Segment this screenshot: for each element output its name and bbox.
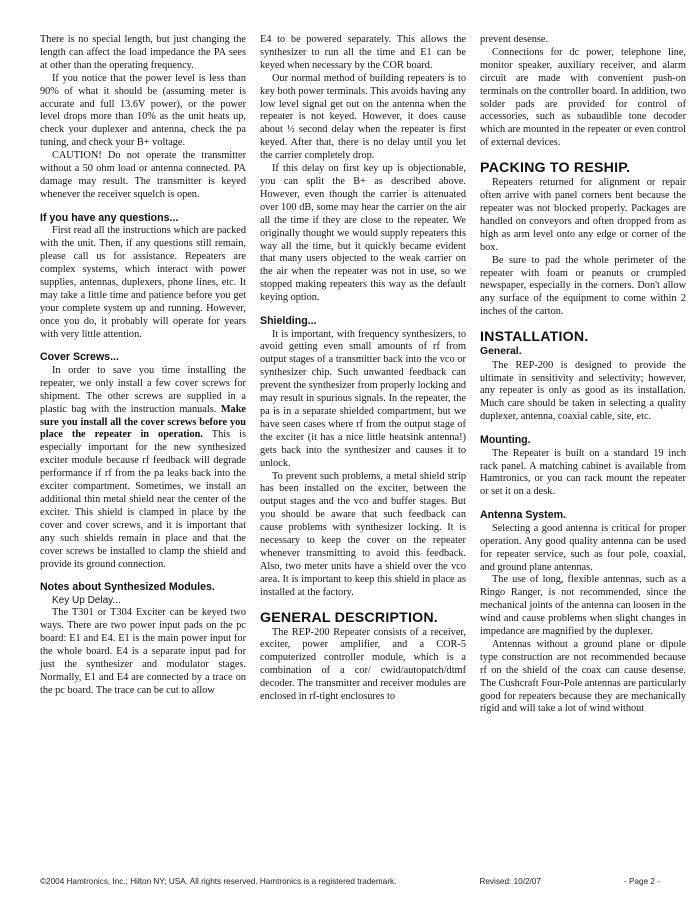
paragraph: The use of long, flexible antennas, such as a Ringo Ranger, is not recommended, since the mechanical joints of the antenna can loosen in the wind and cause problems when slight changes in impedance are magnified by the duplexer. — [480, 574, 686, 638]
paragraph: prevent desense. — [480, 34, 549, 45]
text-run: In order to save you time installing the repeater, we only install a few cover screws for shipment. The other screws are supplied in a plastic bag with the instruction manuals. — [40, 364, 246, 415]
heading-installation: INSTALLATION. — [480, 329, 589, 346]
paragraph: There is no special length, but just changing the length can affect the load impedance the PA sees at other than the operating frequency. — [40, 34, 246, 71]
column-3 — [480, 34, 686, 716]
text-run: This is especially important for the new synthesized exciter module because rf feedback will degrade performance if rf from the pa leaks back into the exciter compartment. Sometimes, we install an additional thin metal shield near the center of the exciter. This shield is clamped in place by the cover and cover screws, and it is important that any such shields remain in place and that the cover screws be installed to clamp the shield and provide its ground connection. — [40, 429, 246, 570]
paragraph: Connections for dc power, telephone line, monitor speaker, auxiliary receiver, and alarm circuit are made with convenient push-on terminals on the controller board. In addition, two solder pads are provided for control of accessories, such as subaudible tone decoder which are mounted in the repeater or even control of external devices. — [480, 46, 686, 149]
paragraph: Selecting a good antenna is critical for proper operation. Any good quality antenna can be used for repeater service, such as four pole, coaxial, and ground plane antennas. — [480, 522, 686, 573]
paragraph: The T301 or T304 Exciter can be keyed two ways. There are two power input pads on the pc board: E1 and E4. E1 is the main power input for the whole board. E4 is a separate input pad for just the synthesizer and modulator stages. Normally, E1 and E4 are connected by a trace on the pc board. The trace can be cut to allow — [40, 607, 246, 696]
paragraph: To prevent such problems, a metal shield strip has been installed on the exciter, between the output stages and the vco and buffer stages. But you should be aware that such feedback can cause problems with synthesizer locking. It is necessary to keep the cover on the repeater whenever transmitting to avoid this feedback. Also, two meter units have a shield over the vco area. It is important to keep this shield in place as installed at the factory. — [260, 470, 466, 598]
page-footer — [40, 877, 660, 891]
paragraph: E4 to be powered separately. This allows the synthesizer to run all the time and E1 can be keyed when necessary by the COR board. — [260, 34, 466, 71]
paragraph: If you notice that the power level is less than 90% of what it should be (assuming meter is accurate and full 13.6V power), or the power level drops more than 10% as the unit heats up, check your duplexer and antenna, check the pa tuning, and check your B+ voltage. — [40, 72, 246, 149]
subheading-key-up-delay: Key Up Delay... — [52, 594, 121, 606]
heading-shielding: Shielding... — [260, 315, 317, 328]
paragraph: It is important, with frequency synthesizers, to avoid getting even small amounts of rf from output stages of a transmitter back into the vco or synthesizer chip. Such unwanted feedback can prevent the synthesizer from properly locking and may result in spurious signals. In the repeater, the pa is in a separate shielded compartment, but we have seen cases where rf from the output stage of the exciter (it has a nice little heatsink antenna!) gets back into the synthesizer and causes it to unlock. — [260, 328, 466, 469]
paragraph: The REP-200 Repeater consists of a receiver, exciter, power amplifier, and a COR-5 computerized controller module, which is a combination of a cor/ cwid/autopatch/dtmf decoder. The transmitter and receiver modules are enclosed in rf-tight enclosures to — [260, 626, 466, 703]
paragraph: If this delay on first key up is objectionable, you can split the B+ as described above. However, even though the carrier is attenuated over 100 dB, some may hear the carrier on the air all the time if they are close to the repeater. We originally thought we would supply repeaters this way all the time, but it quickly became evident that many users objected to the weak carrier on the air when the repeater was not in use, so we stopped making repeaters this way as the default keying option. — [260, 163, 466, 304]
paragraph: The REP-200 is designed to provide the ultimate in sensitivity and selectivity; however, any repeater is only as good as its installation. Much care should be taken in selecting a quality duplexer, antenna, coaxial cable, site, etc. — [480, 359, 686, 423]
column-2 — [260, 34, 466, 704]
paragraph: CAUTION! Do not operate the transmitter without a 50 ohm load or antenna connected. PA damage may result. The transmitter is keyed whenever the receiver squelch is open. — [40, 150, 246, 200]
heading-mounting: Mounting. — [480, 434, 531, 447]
heading-cover-screws: Cover Screws... — [40, 351, 119, 364]
heading-questions: If you have any questions... — [40, 211, 179, 224]
footer-revised: Revised: 10/2/07 — [479, 877, 541, 886]
paragraph: First read all the instructions which are packed with the unit. Then, if any questions still remain, please call us for assistance. Repeaters are complex systems, which interact with power supplies, antennas, duplexers, phone lines, etc. It may take a little time and patience before you get your complete system up and running. However, once you do, it probably will operate for years with very little attention. — [40, 225, 246, 340]
footer-copyright: ©2004 Hamtronics, Inc.; Hilton NY; USA. All rights reserved. Hamtronics is a registered trademark. — [40, 877, 397, 886]
heading-general: General. — [480, 346, 522, 358]
heading-antenna-system: Antenna System. — [480, 509, 566, 522]
paragraph — [40, 365, 246, 572]
column-1 — [40, 34, 246, 698]
emphasis-text: Make sure you install all the cover screws before you place the repeater in operation. — [40, 403, 246, 441]
paragraph: Repeaters returned for alignment or repair often arrive with panel corners bent because the repeater was not blocked properly. Packages are handled on conveyors and often dropped from as high as arm level onto any edge or corner of the box. — [480, 177, 686, 253]
heading-general-description: GENERAL DESCRIPTION. — [260, 609, 438, 626]
paragraph: The Repeater is built on a standard 19 inch rack panel. A matching cabinet is available from Hamtronics, or you can rack mount the repeater or set it on a desk. — [480, 447, 686, 498]
paragraph: Our normal method of building repeaters is to key both power terminals. This avoids having any low level signal get out on the antenna when the repeater is not keyed. However, it does cause about ½ second delay when the repeater is first keyed. After that, there is no delay until you let the carrier completely drop. — [260, 72, 466, 162]
paragraph: Be sure to pad the whole perimeter of the repeater with foam or peanuts or crumpled newspaper, especially in the corners. Don't allow any surface of the equipment to come within 2 inches of the carton. — [480, 254, 686, 318]
paragraph: Antennas without a ground plane or dipole type construction are not recommended because rf on the shield of the coax can cause desense. The Cushcraft Four-Pole antennas are particularly good for repeaters because they are mechanically rigid and will take a lot of wind without — [480, 638, 686, 715]
footer-page-number: - Page 2 - — [624, 877, 660, 886]
manual-page — [40, 34, 686, 874]
heading-synthesized-modules: Notes about Synthesized Modules. — [40, 581, 215, 594]
heading-packing-to-reship: PACKING TO RESHIP. — [480, 160, 631, 177]
